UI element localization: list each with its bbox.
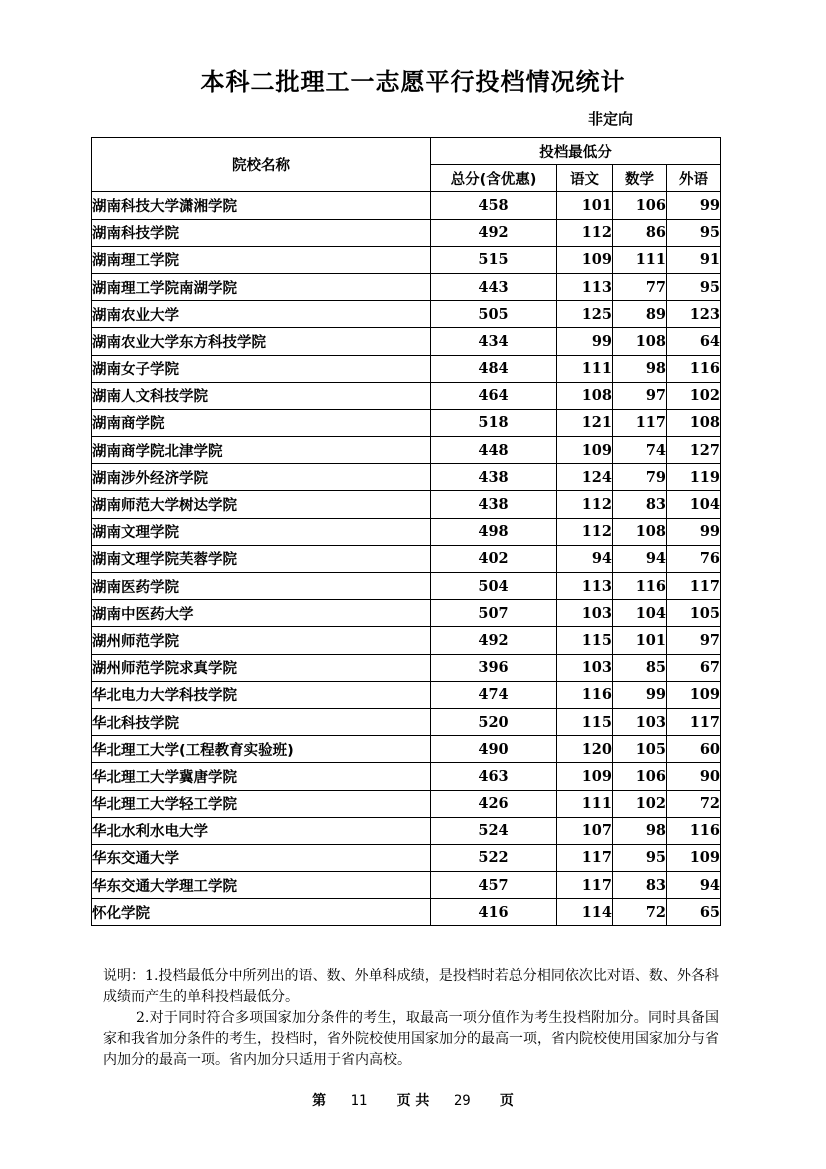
table-row [92,301,721,328]
table-row [92,192,721,219]
chinese-score-cell: 94 [557,545,613,572]
foreign-score-cell: 123 [667,301,721,328]
math-score-cell: 106 [613,763,667,790]
total-score-cell: 443 [431,273,557,300]
foreign-score-cell: 60 [667,736,721,763]
school-name-cell: 湖南文理学院 [92,518,431,545]
foreign-score-cell: 67 [667,654,721,681]
total-score-cell: 490 [431,736,557,763]
table-row [92,246,721,273]
foreign-score-cell: 116 [667,817,721,844]
note-1: 说明：1.投档最低分中所列出的语、数、外单科成绩，是投档时若总分相同依次比对语、数、外各科成绩而产生的单科投档最低分。 [103,968,719,1005]
math-score-cell: 108 [613,328,667,355]
chinese-score-cell: 109 [557,246,613,273]
foreign-score-cell: 109 [667,844,721,871]
school-name-cell: 湖南涉外经济学院 [92,464,431,491]
page-prefix: 第 [312,1093,327,1109]
page-footer [0,1090,826,1110]
total-score-cell: 457 [431,872,557,899]
chinese-score-cell: 113 [557,273,613,300]
table-row [92,491,721,518]
total-score-cell: 464 [431,382,557,409]
chinese-score-cell: 101 [557,192,613,219]
foreign-score-cell: 94 [667,872,721,899]
chinese-score-cell: 103 [557,654,613,681]
math-score-cell: 102 [613,790,667,817]
table-row [92,681,721,708]
total-score-cell: 463 [431,763,557,790]
school-name-cell: 湖州师范学院求真学院 [92,654,431,681]
note-2: 2.对于同时符合多项国家加分条件的考生，取最高一项分值作为考生投档附加分。同时具备国家和我省加分条件的考生，投档时，省外院校使用国家加分的最高一项，省内院校使用国家加分与省内加分的最高一项。省内加分只适用于省内高校。 [103,1010,719,1068]
header-chinese: 语文 [557,165,613,192]
table-row [92,600,721,627]
school-name-cell: 怀化学院 [92,899,431,926]
chinese-score-cell: 108 [557,382,613,409]
foreign-score-cell: 119 [667,464,721,491]
chinese-score-cell: 109 [557,437,613,464]
math-score-cell: 94 [613,545,667,572]
math-score-cell: 105 [613,736,667,763]
math-score-cell: 117 [613,409,667,436]
math-score-cell: 111 [613,246,667,273]
total-score-cell: 492 [431,627,557,654]
foreign-score-cell: 102 [667,382,721,409]
table-row [92,219,721,246]
school-name-cell: 华北理工大学(工程教育实验班) [92,736,431,763]
school-name-cell: 华北电力大学科技学院 [92,681,431,708]
chinese-score-cell: 111 [557,355,613,382]
chinese-score-cell: 124 [557,464,613,491]
header-math: 数学 [613,165,667,192]
total-score-cell: 474 [431,681,557,708]
school-name-cell: 湖南科技学院 [92,219,431,246]
table-row [92,817,721,844]
total-score-cell: 484 [431,355,557,382]
foreign-score-cell: 109 [667,681,721,708]
math-score-cell: 86 [613,219,667,246]
foreign-score-cell: 105 [667,600,721,627]
school-name-cell: 湖南师范大学树达学院 [92,491,431,518]
table-row [92,437,721,464]
page-mid: 页 共 [396,1093,430,1109]
total-score-cell: 515 [431,246,557,273]
math-score-cell: 98 [613,355,667,382]
chinese-score-cell: 109 [557,763,613,790]
math-score-cell: 83 [613,872,667,899]
total-score-cell: 524 [431,817,557,844]
school-name-cell: 湖南理工学院南湖学院 [92,273,431,300]
school-name-cell: 湖南文理学院芙蓉学院 [92,545,431,572]
foreign-score-cell: 64 [667,328,721,355]
math-score-cell: 116 [613,573,667,600]
math-score-cell: 101 [613,627,667,654]
total-score-cell: 426 [431,790,557,817]
total-score-cell: 504 [431,573,557,600]
total-score-cell: 434 [431,328,557,355]
school-name-cell: 华北水利水电大学 [92,817,431,844]
chinese-score-cell: 107 [557,817,613,844]
notes [103,966,719,1071]
total-score-cell: 458 [431,192,557,219]
total-score-cell: 402 [431,545,557,572]
foreign-score-cell: 117 [667,708,721,735]
foreign-score-cell: 72 [667,790,721,817]
school-name-cell: 湖南女子学院 [92,355,431,382]
math-score-cell: 95 [613,844,667,871]
table-row [92,573,721,600]
math-score-cell: 72 [613,899,667,926]
foreign-score-cell: 108 [667,409,721,436]
total-score-cell: 522 [431,844,557,871]
chinese-score-cell: 115 [557,627,613,654]
foreign-score-cell: 95 [667,219,721,246]
math-score-cell: 77 [613,273,667,300]
table-row [92,545,721,572]
foreign-score-cell: 99 [667,192,721,219]
math-score-cell: 79 [613,464,667,491]
school-name-cell: 湖南科技大学潇湘学院 [92,192,431,219]
table-row [92,736,721,763]
math-score-cell: 106 [613,192,667,219]
math-score-cell: 74 [613,437,667,464]
chinese-score-cell: 112 [557,491,613,518]
chinese-score-cell: 103 [557,600,613,627]
header-school-name: 院校名称 [92,138,431,192]
chinese-score-cell: 115 [557,708,613,735]
table-row [92,844,721,871]
chinese-score-cell: 116 [557,681,613,708]
math-score-cell: 108 [613,518,667,545]
chinese-score-cell: 117 [557,872,613,899]
chinese-score-cell: 117 [557,844,613,871]
foreign-score-cell: 127 [667,437,721,464]
table-row [92,763,721,790]
total-score-cell: 448 [431,437,557,464]
table-row [92,382,721,409]
page-title: 本科二批理工一志愿平行投档情况统计 [200,67,626,96]
school-name-cell: 华北理工大学冀唐学院 [92,763,431,790]
table-row [92,899,721,926]
chinese-score-cell: 114 [557,899,613,926]
foreign-score-cell: 99 [667,518,721,545]
category-label: 非定向 [588,110,634,128]
foreign-score-cell: 65 [667,899,721,926]
table-row [92,708,721,735]
table-row [92,328,721,355]
total-score-cell: 416 [431,899,557,926]
chinese-score-cell: 125 [557,301,613,328]
school-name-cell: 华北理工大学轻工学院 [92,790,431,817]
school-name-cell: 湖南医药学院 [92,573,431,600]
header-min-score: 投档最低分 [431,138,721,165]
school-name-cell: 华东交通大学理工学院 [92,872,431,899]
math-score-cell: 99 [613,681,667,708]
foreign-score-cell: 116 [667,355,721,382]
table-row [92,409,721,436]
header-foreign: 外语 [667,165,721,192]
foreign-score-cell: 76 [667,545,721,572]
page-total: 29 [453,1093,471,1109]
school-name-cell: 华东交通大学 [92,844,431,871]
table-body [92,192,721,926]
chinese-score-cell: 120 [557,736,613,763]
chinese-score-cell: 112 [557,518,613,545]
total-score-cell: 438 [431,491,557,518]
total-score-cell: 507 [431,600,557,627]
total-score-cell: 520 [431,708,557,735]
foreign-score-cell: 97 [667,627,721,654]
math-score-cell: 85 [613,654,667,681]
foreign-score-cell: 91 [667,246,721,273]
table-row [92,627,721,654]
table-row [92,872,721,899]
table-row [92,355,721,382]
chinese-score-cell: 113 [557,573,613,600]
page-current: 11 [350,1093,368,1109]
total-score-cell: 396 [431,654,557,681]
table-row [92,654,721,681]
chinese-score-cell: 121 [557,409,613,436]
math-score-cell: 104 [613,600,667,627]
math-score-cell: 89 [613,301,667,328]
school-name-cell: 湖南理工学院 [92,246,431,273]
total-score-cell: 492 [431,219,557,246]
foreign-score-cell: 104 [667,491,721,518]
school-name-cell: 湖南农业大学 [92,301,431,328]
foreign-score-cell: 117 [667,573,721,600]
school-name-cell: 湖南商学院北津学院 [92,437,431,464]
chinese-score-cell: 111 [557,790,613,817]
table-row [92,273,721,300]
math-score-cell: 83 [613,491,667,518]
foreign-score-cell: 90 [667,763,721,790]
chinese-score-cell: 112 [557,219,613,246]
math-score-cell: 103 [613,708,667,735]
chinese-score-cell: 99 [557,328,613,355]
math-score-cell: 98 [613,817,667,844]
total-score-cell: 518 [431,409,557,436]
math-score-cell: 97 [613,382,667,409]
total-score-cell: 438 [431,464,557,491]
table-row [92,464,721,491]
total-score-cell: 505 [431,301,557,328]
page-suffix: 页 [499,1093,514,1109]
school-name-cell: 湖南中医药大学 [92,600,431,627]
header-total: 总分(含优惠) [431,165,557,192]
school-name-cell: 湖南人文科技学院 [92,382,431,409]
foreign-score-cell: 95 [667,273,721,300]
admission-score-table [91,137,721,926]
total-score-cell: 498 [431,518,557,545]
school-name-cell: 湖南商学院 [92,409,431,436]
school-name-cell: 华北科技学院 [92,708,431,735]
school-name-cell: 湖州师范学院 [92,627,431,654]
school-name-cell: 湖南农业大学东方科技学院 [92,328,431,355]
table-row [92,790,721,817]
table-row [92,518,721,545]
